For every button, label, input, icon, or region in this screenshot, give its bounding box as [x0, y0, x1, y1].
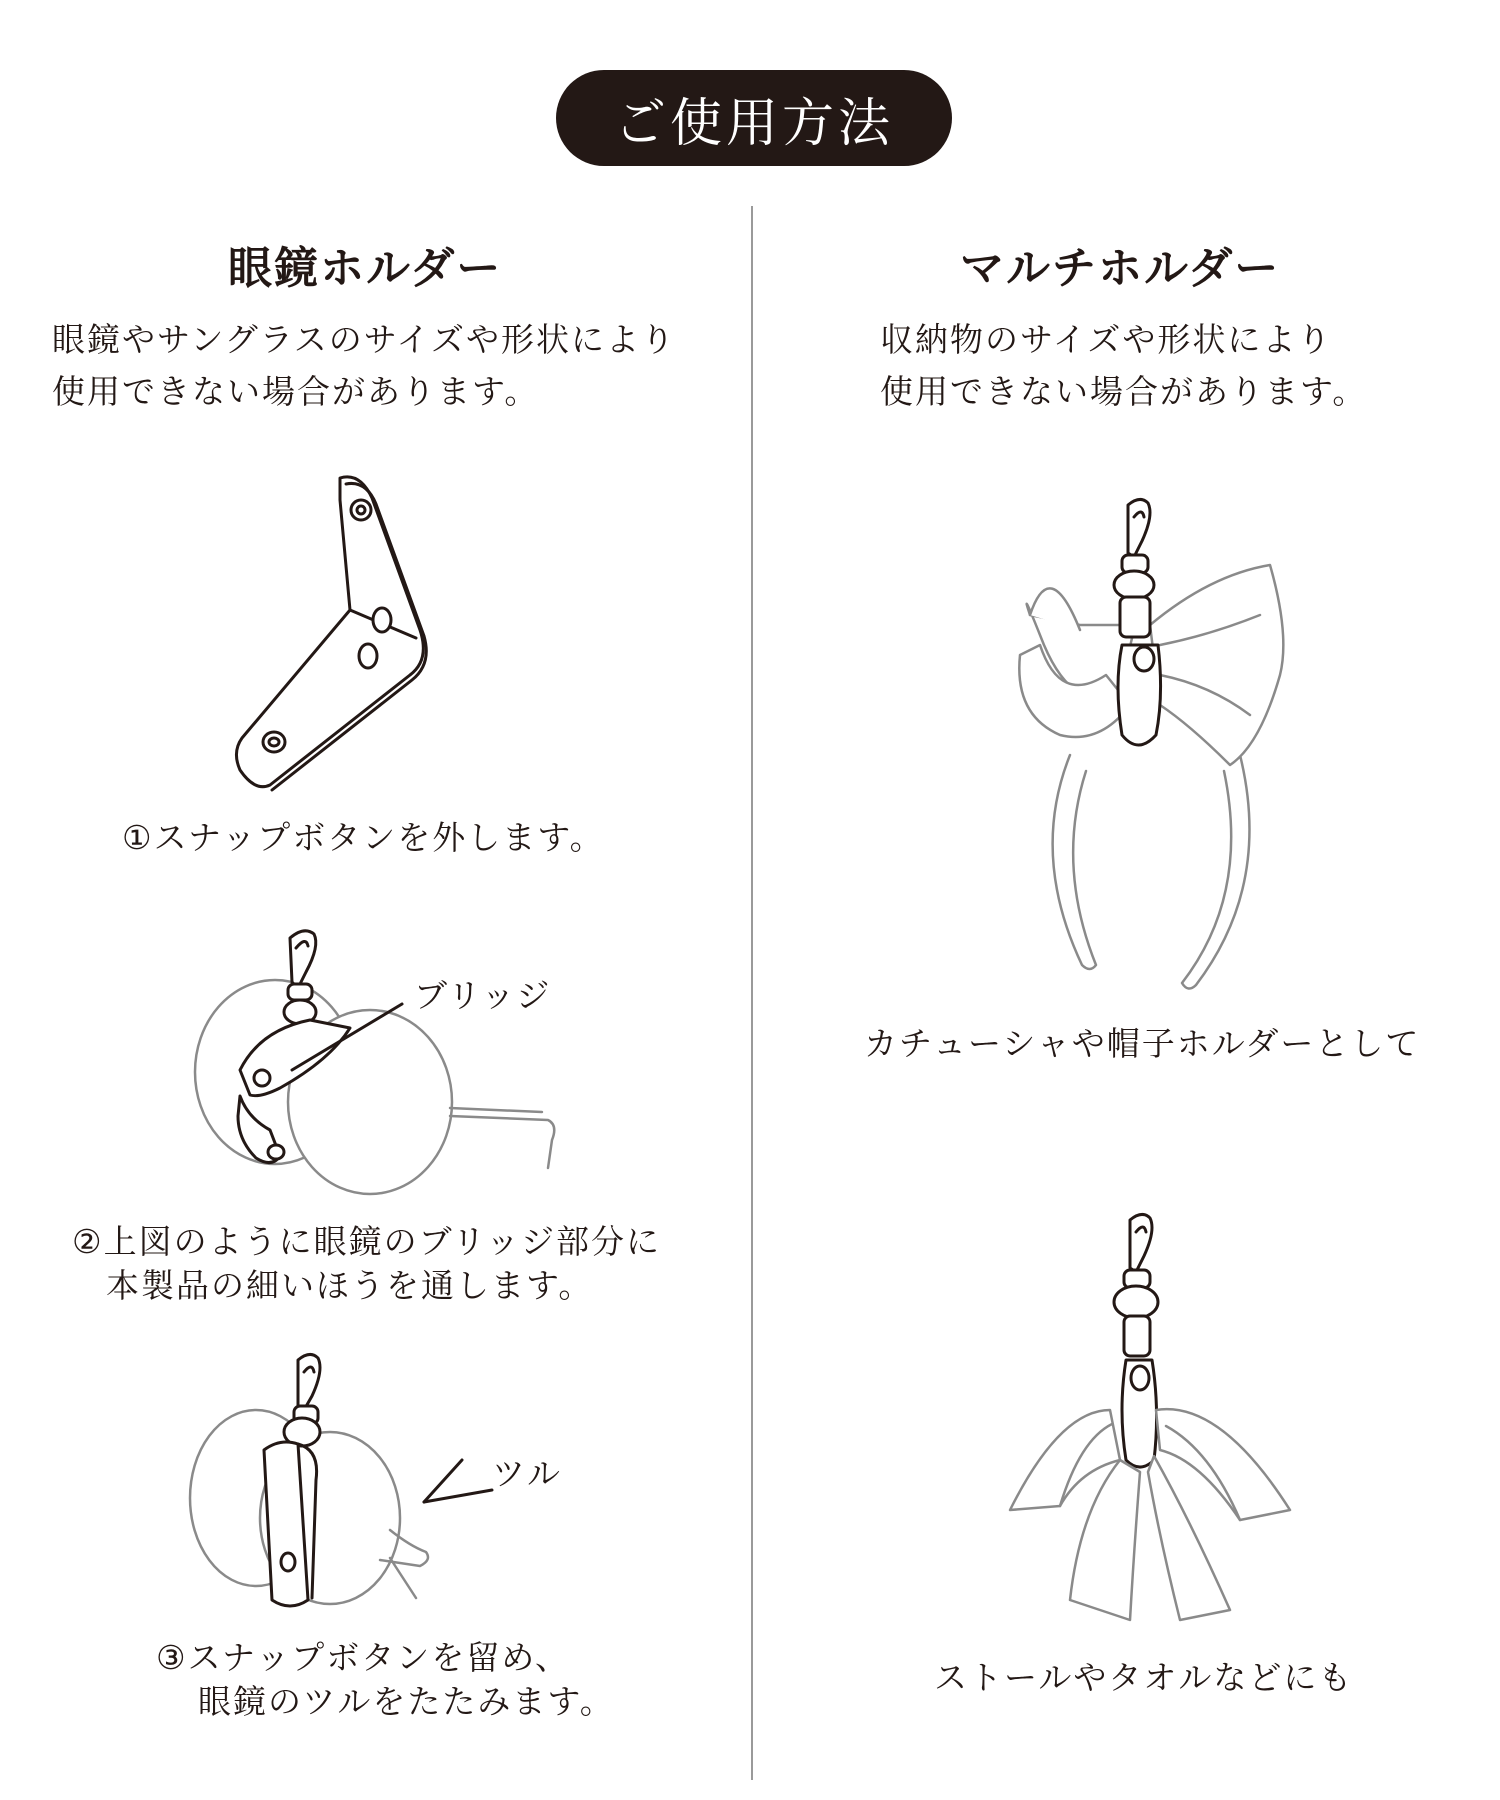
- left-note-line-1: 眼鏡やサングラスのサイズや形状により: [52, 320, 677, 359]
- step-3-line-1: ③スナップボタンを留め、: [156, 1638, 570, 1677]
- step-3-line-2: 眼鏡のツルをたたみます。: [198, 1682, 615, 1721]
- column-divider: [751, 206, 753, 1780]
- holder-open-illustration: [230, 470, 450, 800]
- step-1-caption: [122, 816, 605, 860]
- page-title: ご使用方法: [613, 93, 894, 154]
- title-pill: [556, 70, 952, 166]
- glasses-bridge-illustration: [180, 920, 580, 1200]
- headband-caption: カチューシャや帽子ホルダーとして: [864, 1024, 1421, 1063]
- right-note: [880, 314, 1367, 418]
- temple-callout: ツル: [492, 1454, 562, 1493]
- right-column-title: マルチホルダー: [960, 243, 1281, 294]
- left-note-line-2: 使用できない場合があります。: [52, 372, 540, 411]
- step-2-caption: [72, 1220, 661, 1308]
- step-2-line-1: ②上図のように眼鏡のブリッジ部分に: [72, 1222, 661, 1261]
- right-note-line-2: 使用できない場合があります。: [880, 372, 1368, 411]
- bridge-callout: ブリッジ: [414, 976, 552, 1015]
- left-note: [52, 314, 676, 418]
- scarf-caption: ストールやタオルなどにも: [934, 1658, 1354, 1697]
- right-note-line-1: 収納物のサイズや形状により: [880, 320, 1333, 359]
- headband-illustration: [1010, 495, 1290, 995]
- glasses-folded-illustration: [180, 1350, 500, 1630]
- scarf-illustration: [1000, 1210, 1310, 1630]
- step-3-caption: [156, 1636, 615, 1724]
- step-1-line-1: ①スナップボタンを外します。: [122, 818, 605, 857]
- left-column-title: 眼鏡ホルダー: [228, 243, 503, 294]
- step-2-line-2: 本製品の細いほうを通します。: [106, 1266, 594, 1305]
